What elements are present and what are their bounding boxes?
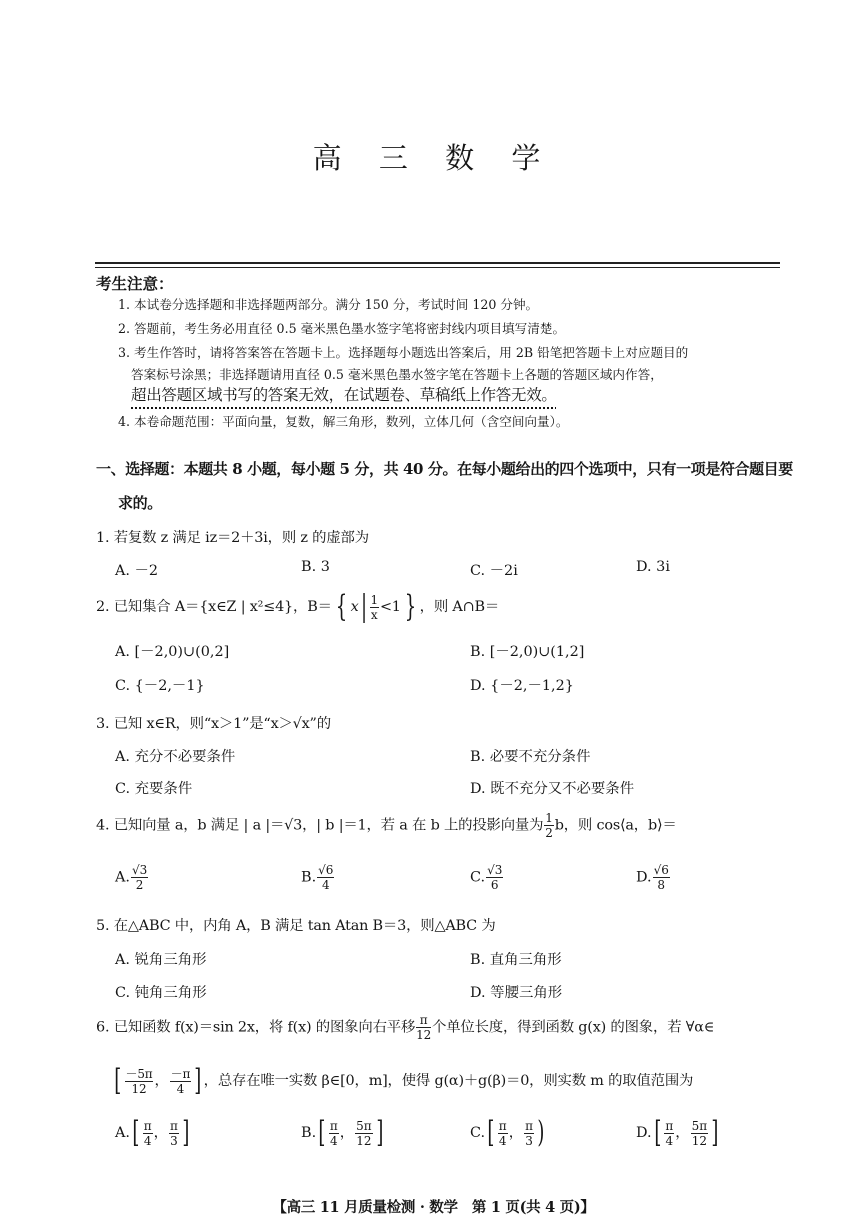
q4-d-den: 8 — [657, 878, 666, 892]
q4-option-d — [636, 864, 671, 891]
q5-option-c: C. 钝角三角形 — [115, 985, 207, 1001]
q6-d-close: ] — [711, 1115, 719, 1150]
q4-stem-post: b，则 cos⟨a，b⟩＝ — [554, 817, 677, 834]
q6-a-frac-2 — [169, 1120, 179, 1147]
question-5: 5. 在△ABC 中，内角 A，B 满足 tan Atan B＝3，则△ABC 为 — [96, 918, 496, 934]
q6-a-label: A. — [115, 1125, 130, 1141]
q6-b-open: [ — [318, 1115, 326, 1150]
q6-line2-post: ，总存在唯一实数 β∈[0，m]，使得 g(α)＋g(β)＝0，则实数 m 的取值范围为 — [203, 1073, 694, 1089]
q6-interval-comma: ， — [154, 1073, 169, 1089]
q2-option-b: B. [－2,0)∪(1,2] — [470, 644, 585, 660]
q3-option-a: A. 充分不必要条件 — [115, 749, 236, 765]
q6-c-open: [ — [487, 1115, 495, 1150]
q2-set-var: x — [350, 599, 359, 615]
question-6 — [96, 1014, 714, 1041]
q5-option-b: B. 直角三角形 — [470, 952, 562, 968]
notice-item-2: 2. 答题前，考生务必用直径 0.5 毫米黑色墨水签字笔将密封线内项目填写清楚。 — [118, 321, 566, 336]
q6-b-d1: 4 — [330, 1133, 338, 1148]
q2-set-bar: | — [360, 589, 367, 624]
q4-frac-den: 2 — [545, 826, 553, 840]
q6-stem-pre: 6. 已知函数 f(x)＝sin 2x，将 f(x) 的图象向右平移 — [96, 1019, 416, 1036]
q6-c-d2: 3 — [525, 1133, 533, 1148]
q3-option-c: C. 充要条件 — [115, 781, 193, 797]
q6-a-d1: 4 — [143, 1133, 152, 1148]
q4-stem-pre: 4. 已知向量 a，b 满足 | a |＝√3，| b |＝1，若 a 在 b 上的投影向量为 — [96, 817, 544, 834]
q6-fraction — [416, 1014, 431, 1041]
q6-a-frac-1 — [143, 1120, 153, 1147]
q6-d-n1: π — [665, 1118, 674, 1133]
q6-d-sep: ， — [675, 1125, 690, 1141]
q6-interval-frac-2 — [170, 1068, 192, 1095]
q6-c-close: ) — [537, 1115, 545, 1150]
q3-option-d: D. 既不充分又不必要条件 — [470, 781, 635, 797]
header-rule-thick — [95, 262, 780, 264]
question-6-line-2 — [112, 1063, 694, 1098]
section-heading-cont: 求的。 — [118, 494, 162, 512]
q6-c-d1: 4 — [498, 1133, 507, 1148]
q6-c-sep: ， — [508, 1125, 524, 1141]
q6-d-frac-1 — [664, 1120, 674, 1147]
q4-d-label: D. — [636, 869, 652, 886]
q6-option-b — [301, 1115, 385, 1150]
q6-option-a — [115, 1115, 192, 1150]
section-heading: 一、选择题：本题共 8 小题，每小题 5 分，共 40 分。在每小题给出的四个选项中，只有一项是符合题目要 — [96, 460, 793, 478]
q4-option-c — [470, 864, 504, 891]
q6-b-label: B. — [301, 1125, 317, 1141]
q4-b-fraction — [317, 864, 334, 891]
q6-option-d — [636, 1115, 721, 1150]
q4-a-label: A. — [115, 869, 130, 886]
q5-option-a: A. 锐角三角形 — [115, 952, 207, 968]
header-rule-thin — [95, 267, 780, 268]
q2-frac-num: 1 — [370, 592, 378, 607]
q6-a-close: ] — [182, 1115, 190, 1150]
q6-b-frac-2 — [355, 1120, 373, 1147]
q6-l2-den-1: 12 — [131, 1081, 147, 1096]
q4-c-num: √3 — [487, 863, 503, 877]
q4-a-den: 2 — [135, 878, 144, 892]
q2-option-c: C. {－2,－1} — [115, 678, 205, 694]
q2-fraction — [370, 594, 379, 621]
q6-c-frac-2 — [524, 1120, 534, 1147]
q6-b-frac-1 — [329, 1120, 339, 1147]
q6-c-n2: π — [525, 1118, 533, 1133]
q4-d-num: √6 — [653, 863, 669, 877]
q6-l2-den-2: 4 — [176, 1081, 185, 1096]
q6-b-d2: 12 — [356, 1133, 372, 1148]
q6-l2-num-2: －π — [170, 1066, 191, 1081]
q6-c-n1: π — [498, 1118, 507, 1133]
q1-option-d: D. 3i — [636, 559, 670, 575]
q4-b-num: √6 — [318, 863, 334, 877]
q5-option-d: D. 等腰三角形 — [470, 985, 563, 1001]
q6-interval-open: [ — [114, 1063, 122, 1098]
q6-stem-post: 个单位长度，得到函数 g(x) 的图象，若 ∀α∈ — [432, 1019, 715, 1036]
q4-frac-num: 1 — [545, 811, 553, 825]
q6-option-c — [470, 1115, 547, 1150]
q2-set-open: { — [335, 589, 347, 624]
notice-heading: 考生注意： — [96, 274, 174, 293]
q6-frac-den: 12 — [416, 1028, 432, 1042]
q6-b-n1: π — [329, 1118, 338, 1133]
q6-d-d2: 12 — [691, 1133, 708, 1148]
q4-c-den: 6 — [490, 878, 499, 892]
q6-a-d2: 3 — [170, 1133, 178, 1148]
q2-stem-post: ，则 A∩B＝ — [419, 599, 500, 615]
q6-interval-close: ] — [194, 1063, 202, 1098]
q6-d-frac-2 — [691, 1120, 709, 1147]
q4-option-a — [115, 864, 149, 891]
q6-d-open: [ — [653, 1115, 661, 1150]
q4-d-fraction — [653, 864, 670, 891]
notice-item-3: 3. 考生作答时，请将答案答在答题卡上。选择题每小题选出答案后，用 2B 铅笔把答题卡上对应题目的 — [118, 345, 689, 360]
q6-b-sep: ， — [339, 1125, 355, 1141]
q4-b-label: B. — [301, 869, 317, 886]
q6-frac-num: π — [416, 1014, 431, 1028]
q6-d-label: D. — [636, 1125, 652, 1141]
q2-stem-pre: 2. 已知集合 A＝{x∈Z | x²≤4}，B＝ — [96, 599, 332, 615]
q6-d-n2: 5π — [691, 1118, 708, 1133]
q4-a-fraction — [131, 864, 148, 891]
q4-option-b — [301, 864, 335, 891]
q1-option-a: A. －2 — [115, 563, 159, 579]
q6-a-sep: ， — [153, 1125, 168, 1141]
question-1: 1. 若复数 z 满足 iz＝2＋3i，则 z 的虚部为 — [96, 530, 369, 546]
question-3: 3. 已知 x∈R，则“x＞1”是“x＞√x”的 — [96, 716, 331, 732]
q2-set-close: } — [404, 589, 416, 624]
question-4 — [96, 812, 677, 839]
q6-a-n2: π — [169, 1118, 178, 1133]
q6-a-n1: π — [143, 1118, 152, 1133]
q4-b-den: 4 — [321, 878, 330, 892]
q2-option-d: D. {－2,－1,2} — [470, 678, 574, 694]
q6-b-n2: 5π — [356, 1118, 372, 1133]
q3-option-b: B. 必要不充分条件 — [470, 749, 591, 765]
notice-item-1: 1. 本试卷分选择题和非选择题两部分。满分 150 分，考试时间 120 分钟。 — [118, 297, 539, 312]
q6-l2-num-1: －5π — [125, 1066, 153, 1081]
q2-option-a: A. [－2,0)∪(0,2] — [115, 644, 230, 660]
q6-b-close: ] — [376, 1115, 384, 1150]
q6-c-label: C. — [470, 1125, 486, 1141]
q4-fraction — [544, 812, 553, 839]
q6-a-open: [ — [132, 1115, 140, 1150]
q6-d-d1: 4 — [665, 1133, 674, 1148]
q6-interval-frac-1 — [125, 1068, 154, 1095]
q2-set-lt: <1 — [379, 599, 401, 615]
q6-c-frac-1 — [498, 1120, 508, 1147]
q4-a-num: √3 — [131, 863, 148, 877]
q1-option-b: B. 3 — [301, 559, 330, 575]
notice-emphasis: 超出答题区域书写的答案无效，在试题卷、草稿纸上作答无效。 — [131, 386, 557, 404]
notice-item-4: 4. 本卷命题范围：平面向量，复数，解三角形，数列，立体几何（含空间向量）。 — [118, 414, 569, 429]
q1-option-c: C. －2i — [470, 563, 518, 579]
page-title: 高 三 数 学 — [312, 141, 555, 175]
question-2 — [96, 589, 500, 624]
q4-c-fraction — [486, 864, 503, 891]
q2-frac-den: x — [370, 607, 378, 622]
notice-item-3-cont: 答案标号涂黑；非选择题请用直径 0.5 毫米黑色墨水签字笔在答题卡上各题的答题区域内作答， — [131, 367, 663, 382]
q4-c-label: C. — [470, 869, 486, 886]
page-footer: 【高三 11 月质量检测 · 数学 第 1 页(共 4 页)】 — [272, 1199, 595, 1216]
